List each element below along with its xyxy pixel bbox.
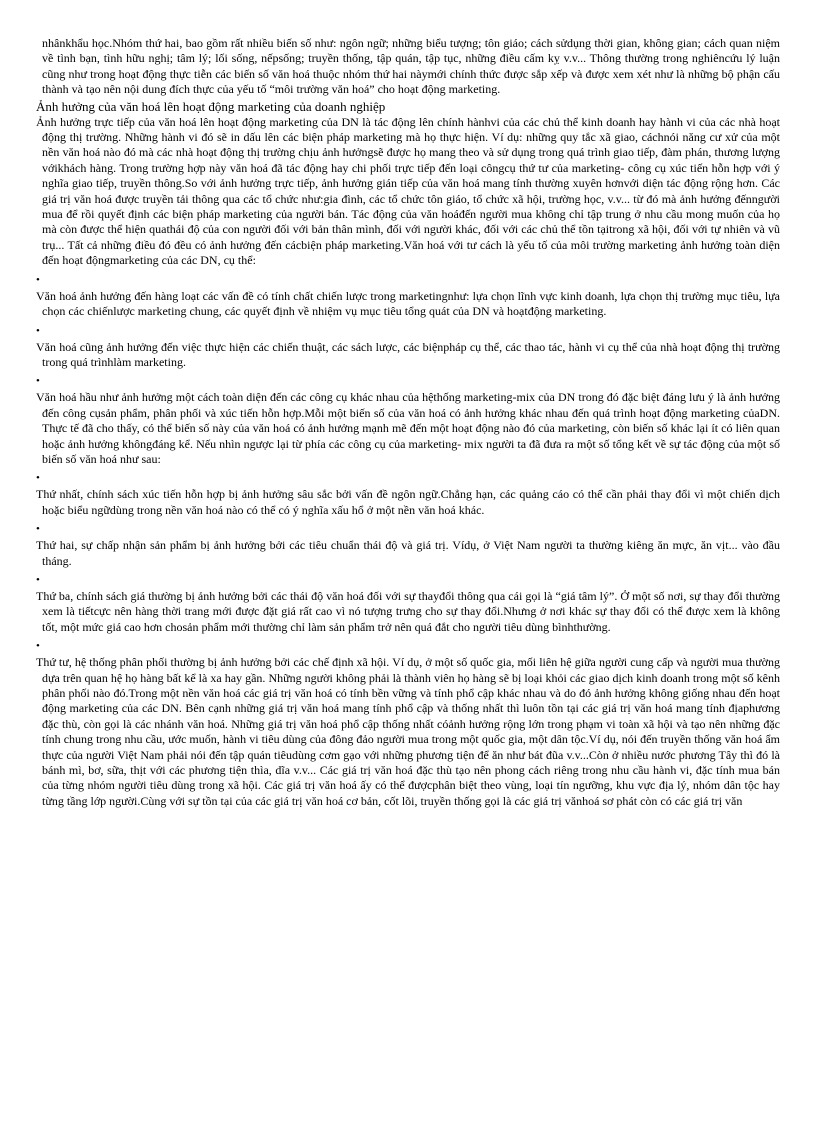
paragraph-influence: Ảnh hưởng trực tiếp của văn hoá lên hoạt động marketing của DN là tác động lên chính hànhvi của các chủ thể kinh doanh hay hành vi của các nhà hoạt động thị trường. Những hành vi đó sẽ in dấu lên các biện pháp marketing mà họ thực hiện. Ví dụ: những quy tắc xã giao, cáchnói năng cư xử của một nền văn hoá nào đó mà các nhà hoạt động thị trường chịu ảnh hưởngsẽ được họ mang theo và sử dụng trong quá trình giao tiếp, đàm phán, thương lượng vớikhách hàng. Trong trường hợp này văn hoá đã tác động hay chi phối trực tiếp đến loại côngcụ thứ tư của marketing- công cụ xúc tiến hỗn hợp với ý nghĩa giao tiếp, truyền thông.So với ảnh hưởng trực tiếp, ảnh hưởng gián tiếp của văn hoá mang tính thường xuyên hơnvới diện tác động rộng hơn. Các giá trị văn hoá được truyền tải thông qua các tổ chức như:gia đình, các tổ chức tôn giáo, tổ chức xã hội, trường học, v.v... từ đó mà ảnh hưởng đếnngười mua để rồi quyết định các biện pháp marketing của người bán. Tác động của văn hoáđến người mua không chỉ tập trung ở nhu cầu mong muốn của họ mà còn được thể hiện quathái độ của con người đối với bản thân mình, đối với người khác, đối với các chủ thể tồn tạitrong xã hội, đối với tự nhiên và vũ trụ... Tất cả những điều đó đều có ảnh hưởng đến cácbiện pháp marketing.Văn hoá với tư cách là yếu tố của môi trường marketing ảnh hưởng toàn diện đến hoạt độngmarketing của các DN, cụ thể:: [36, 114, 780, 268]
bullet-item-third: Thứ ba, chính sách giá thường bị ảnh hưởng bởi các thái độ văn hoá đối với sự thayđổi thông qua cái gọi là “giá tâm lý”. Ở một số nơi, sự thay đổi thường xem là tiếtcực nên hàng thời trang mới được đặt giá rất cao vì nó tượng trưng cho sự thay đổi.Nhưng ở nơi khác sự thay đổi có thể được xem là không tốt, một mức giá cao hơn chosản phẩm mới thường chỉ làm sản phẩm trở nên quá đắt cho người tiêu dùng bìnhthường.: [36, 588, 780, 634]
bullet-item-first: Thứ nhất, chính sách xúc tiến hỗn hợp bị ảnh hưởng sâu sắc bởi vấn đề ngôn ngữ.Chẳng hạn, các quảng cáo có thể cần phải thay đổi vì một chiến dịch hoặc biểu ngữdùng trong nền văn hoá nào có thể có ý nghĩa xấu hổ ở một nền văn hoá khác.: [36, 487, 780, 517]
bullet-marker: •: [36, 523, 40, 536]
bullet-marker: •: [36, 273, 40, 286]
bullet-marker: •: [36, 573, 40, 586]
bullet-marker: •: [36, 324, 40, 337]
section-heading: Ảnh hưởng của văn hoá lên hoạt động marketing của doanh nghiệp: [36, 98, 386, 114]
bullet-item-second: Thứ hai, sự chấp nhận sản phẩm bị ảnh hưởng bởi các tiêu chuẩn thái độ và giá trị. Vídụ, ở Việt Nam người ta thường kiêng ăn mực, ăn vịt... vào đầu tháng.: [36, 538, 780, 568]
bullet-marker: •: [36, 472, 40, 485]
bullet-marker: •: [36, 640, 40, 653]
bullet-item-fourth: Thứ tư, hệ thống phân phối thường bị ảnh hưởng bởi các chế định xã hội. Ví dụ, ở một số quốc gia, mối liên hệ giữa người cung cấp và người mua thường dựa trên quan hệ họ hàng bất kể là xa hay gần. Những người không phải là thành viên họ hàng sẽ bị loại khỏi các giao dịch kinh doanh trong một số kênh phân phối nào đó.Trong một nền văn hoá các giá trị văn hoá có tính bền vững và tính phổ cập khác nhau và do đó ảnh hưởng không giống nhau đến hoạt động marketing của các DN. Bên cạnh những giá trị văn hoá mang tính phổ cập và thống nhất thì luôn tồn tại các giá trị văn hoá mang tính địaphương đặc thù, còn gọi là các nhánh văn hoá. Những giá trị văn hoá phổ cập thống nhất cóảnh hưởng rộng lớn trong phạm vi toàn xã hội và tạo nên những đặc tính chung trong nhu cầu, ước muốn, hành vi tiêu dùng của đông đảo người mua trong một quốc gia, một dân tộc.Ví dụ, nói đến truyền thống văn hoá ẩm thực của người Việt Nam phải nói đến tập quán tiêudùng cơm gạo với những phương tiện để ăn như bát đũa v.v...Còn ở nhiều nước phương Tây thì đó là bánh mì, bơ, sữa, thịt với các phương tiện thìa, dĩa v.v... Các giá trị văn hoá đặc thù tạo nên phong cách riêng trong nhu cầu hành vi, đặc tính mua bán của từng nhóm người tiêu dùng trong xã hội. Các giá trị văn hoá ấy có thể đượcphân biệt theo vùng, loại tín ngưỡng, khu vực địa lý, nhóm dân tộc hay từng tầng lớp người.Cùng với sự tồn tại của các giá trị văn hoá cơ bản, cốt lõi, truyền thống gọi là các giá trị vănhoá sơ phát còn có các giá trị văn: [36, 655, 780, 808]
paragraph-intro: nhânkhẩu học.Nhóm thứ hai, bao gồm rất nhiều biến số như: ngôn ngữ; những biểu tượng; tôn giáo; cách sửdụng thời gian, không gian; cách quan niệm về tình bạn, tình hữu nghị; tâm lý; lối sống, nếpsống; truyền thống, tập quán, tập tục, những điều cấm kỵ v.v... Thông thường trong nghiêncứu lý luận cũng như trong hoạt động thực tiễn các biến số văn hoá thuộc nhóm thứ hai nàymới chính thức được sắp xếp và được xem xét như là những bộ phận cấu thành và tạo nên nội dung đích thực của yếu tố “môi trường văn hoá” cho hoạt động marketing.: [42, 36, 780, 97]
bullet-item-tactics: Văn hoá cũng ảnh hưởng đến việc thực hiện các chiến thuật, các sách lược, các biệnpháp cụ thể, các thao tác, hành vi cụ thể của nhà hoạt động thị trường trong quá trìnhlàm marketing.: [36, 339, 780, 369]
bullet-item-strategy: Văn hoá ảnh hưởng đến hàng loạt các vấn đề có tính chất chiến lược trong marketingnhư: lựa chọn lĩnh vực kinh doanh, lựa chọn thị trường mục tiêu, lựa chọn các chiếnlược marketing chung, các quyết định về nhiệm vụ mục tiêu tổng quát của DN và hoạtđộng marketing.: [36, 288, 780, 319]
bullet-item-marketing-mix: Văn hoá hầu như ảnh hưởng một cách toàn diện đến các công cụ khác nhau của hệthống marketing-mix của DN trong đó đặc biệt đáng lưu ý là ảnh hưởng đến công cụsản phẩm, phân phối và xúc tiến hỗn hợp.Mỗi một biến số của văn hoá có ảnh hưởng khác nhau đến quá trình hoạt động marketing củaDN. Thực tế đã cho thấy, có thể biến số này của văn hoá có ảnh hưởng mạnh mẽ đến một hoạt động nào đó của marketing, còn biến số khác lại ít có liên quan hoặc ảnh hưởng khôngđáng kể. Nếu nhìn ngược lại từ phía các công cụ của marketing- mix người ta đã đưa ra một số tổng kết về sự tác động của một số biến số văn hoá như sau:: [36, 390, 780, 466]
document-page: [36, 36, 780, 809]
bullet-marker: •: [36, 375, 40, 388]
